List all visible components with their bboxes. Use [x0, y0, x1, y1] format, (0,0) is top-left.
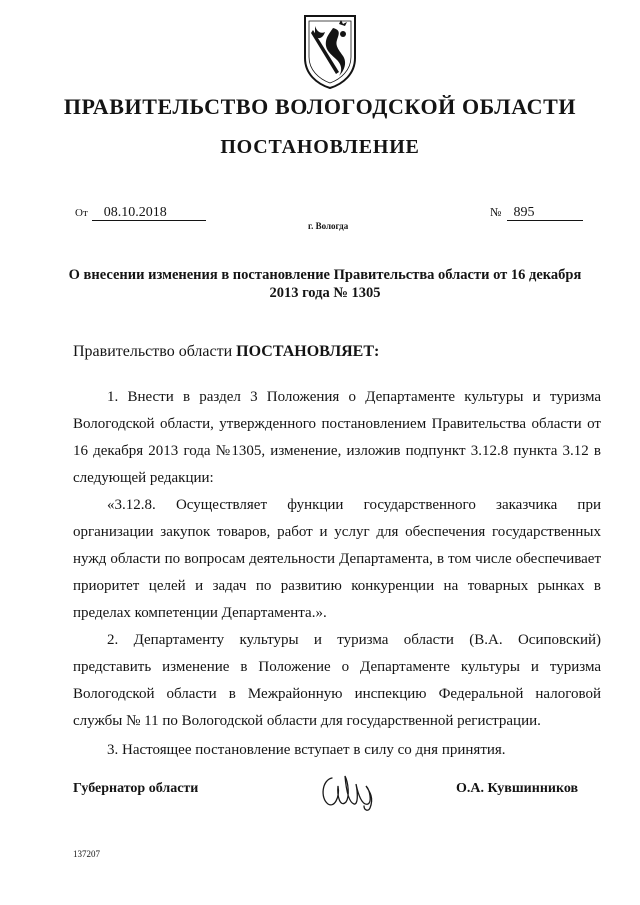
- handwritten-signature: [318, 768, 380, 814]
- date-prefix: От: [75, 207, 88, 219]
- paragraph-3: 3. Настоящее постановление вступает в силу со дня принятия.: [107, 742, 506, 758]
- intro-text: Правительство области: [73, 343, 237, 360]
- intro-verb: ПОСТАНОВЛЯЕТ:: [236, 343, 380, 360]
- city-label: г. Вологда: [308, 221, 349, 231]
- coat-of-arms-icon: [299, 12, 361, 90]
- number-block: [490, 205, 583, 221]
- government-title: ПРАВИТЕЛЬСТВО ВОЛОГОДСКОЙ ОБЛАСТИ: [63, 94, 577, 119]
- paragraph-2: 2. Департаменту культуры и туризма области (В.А. Осиповский) представить изменение в Положение о Департаменте культуры и туризма Вологодской области в Межрайонную инспекцию Федеральной налоговой службы № 11 по Вологодской области для государственной регистрации.: [73, 632, 601, 729]
- signatory-title: Губернатор области: [73, 781, 199, 796]
- number-prefix: №: [490, 205, 502, 219]
- document-number: 895: [507, 205, 583, 221]
- footer-code: 137207: [73, 849, 100, 859]
- paragraph-1: 1. Внести в раздел 3 Положения о Департаменте культуры и туризма Вологодской области, утвержденного постановлением Правительства области от 16 декабря 2013 года №1305, изменение, изложив подпункт 3.12.8 пункта 3.12 в следующей редакции:: [73, 389, 601, 486]
- document-subject: О внесении изменения в постановление Правительства области от 16 декабря 2013 года № 1305: [68, 267, 582, 301]
- resolution-intro: [73, 343, 379, 361]
- document-type: ПОСТАНОВЛЕНИЕ: [220, 136, 420, 158]
- date-block: [75, 205, 206, 221]
- signatory-name: О.А. Кувшинников: [456, 781, 579, 796]
- document-body: [73, 384, 601, 764]
- document-date: 08.10.2018: [92, 205, 206, 221]
- paragraph-quote: «3.12.8. Осуществляет функции государственного заказчика при организации закупок товаров, работ и услуг для обеспечения государственных нужд области по вопросам деятельности Департамента, в том числе обеспечивает приоритет целей и задач по развитию конкуренции на товарных рынках в пределах компетенции Департамента.».: [73, 497, 601, 621]
